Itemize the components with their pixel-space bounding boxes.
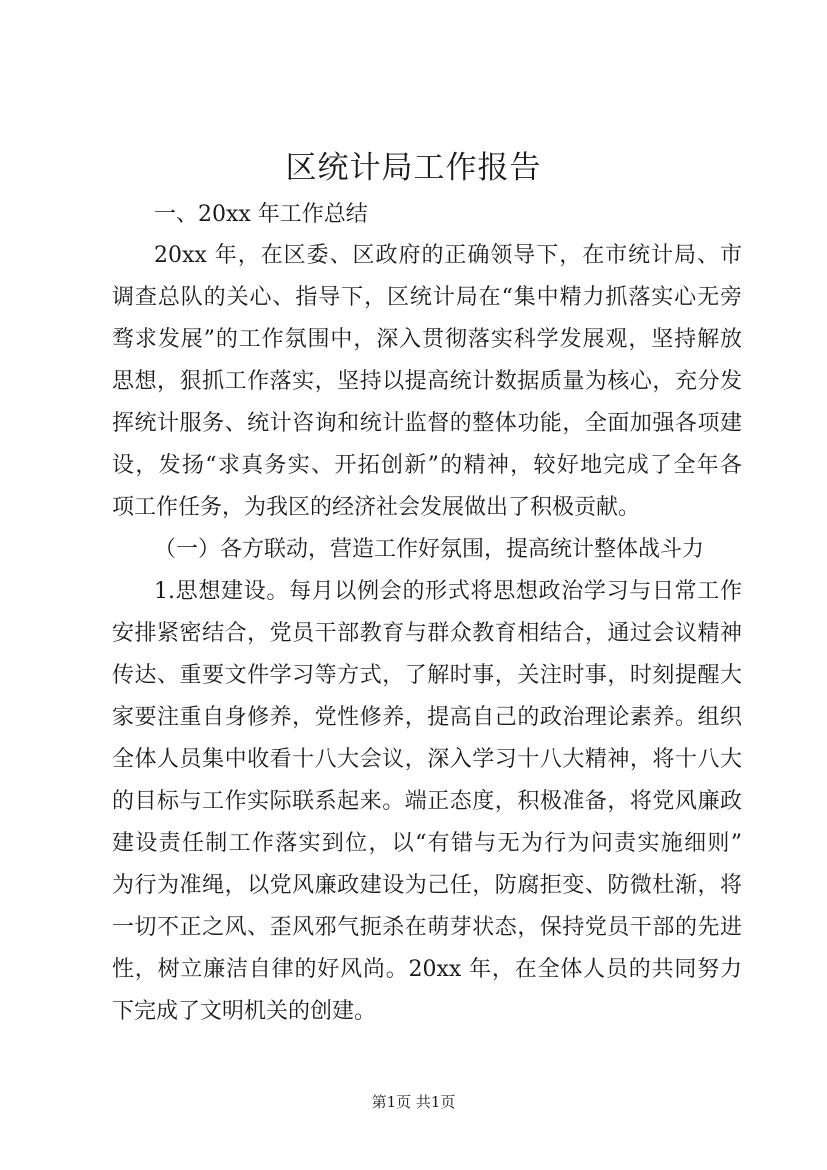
paragraph-line: 的目标与工作实际联系起来。端正态度，积极准备，将党风廉政	[112, 789, 742, 814]
paragraph-line: 传达、重要文件学习等方式，了解时事，关注时事，时刻提醒大	[112, 663, 742, 688]
paragraph-line: 家要注重自身修养，党性修养，提高自己的政治理论素养。组织	[112, 705, 742, 730]
paragraph-line: 20xx 年，在区委、区政府的正确领导下，在市统计局、市	[154, 243, 742, 268]
paragraph-line: 安排紧密结合，党员干部教育与群众教育相结合，通过会议精神	[112, 621, 742, 646]
paragraph-line: 全体人员集中收看十八大会议，深入学习十八大精神，将十八大	[112, 747, 742, 772]
paragraph-line: 设，发扬“求真务实、开拓创新”的精神，较好地完成了全年各	[112, 453, 742, 478]
section-heading-1: 一、20xx 年工作总结	[154, 202, 368, 227]
paragraph-line: 性，树立廉洁自律的好风尚。20xx 年，在全体人员的共同努力	[112, 957, 742, 982]
paragraph-line: 调查总队的关心、指导下，区统计局在“集中精力抓落实心无旁	[112, 285, 742, 310]
paragraph-line: 建设责任制工作落实到位，以“有错与无为行为问责实施细则”	[112, 831, 742, 856]
page-footer: 第1页 共1页	[371, 1093, 456, 1111]
paragraph-line: 思想，狠抓工作落实，坚持以提高统计数据质量为核心，充分发	[112, 369, 742, 394]
paragraph-line: 挥统计服务、统计咨询和统计监督的整体功能，全面加强各项建	[112, 411, 742, 436]
paragraph-line: 为行为准绳，以党风廉政建设为己任，防腐拒变、防微杜渐，将	[112, 873, 742, 898]
paragraph-line: 骛求发展”的工作氛围中，深入贯彻落实科学发展观，坚持解放	[112, 327, 742, 352]
paragraph-line: 一切不正之风、歪风邪气扼杀在萌芽状态，保持党员干部的先进	[112, 915, 742, 940]
paragraph-line: 1.思想建设。每月以例会的形式将思想政治学习与日常工作	[154, 579, 742, 604]
document-title: 区统计局工作报告	[285, 150, 542, 186]
subsection-heading-1: （一）各方联动，营造工作好氛围，提高统计整体战斗力	[154, 537, 705, 562]
paragraph-line: 项工作任务，为我区的经济社会发展做出了积极贡献。	[112, 495, 641, 520]
paragraph-line: 下完成了文明机关的创建。	[112, 999, 377, 1024]
